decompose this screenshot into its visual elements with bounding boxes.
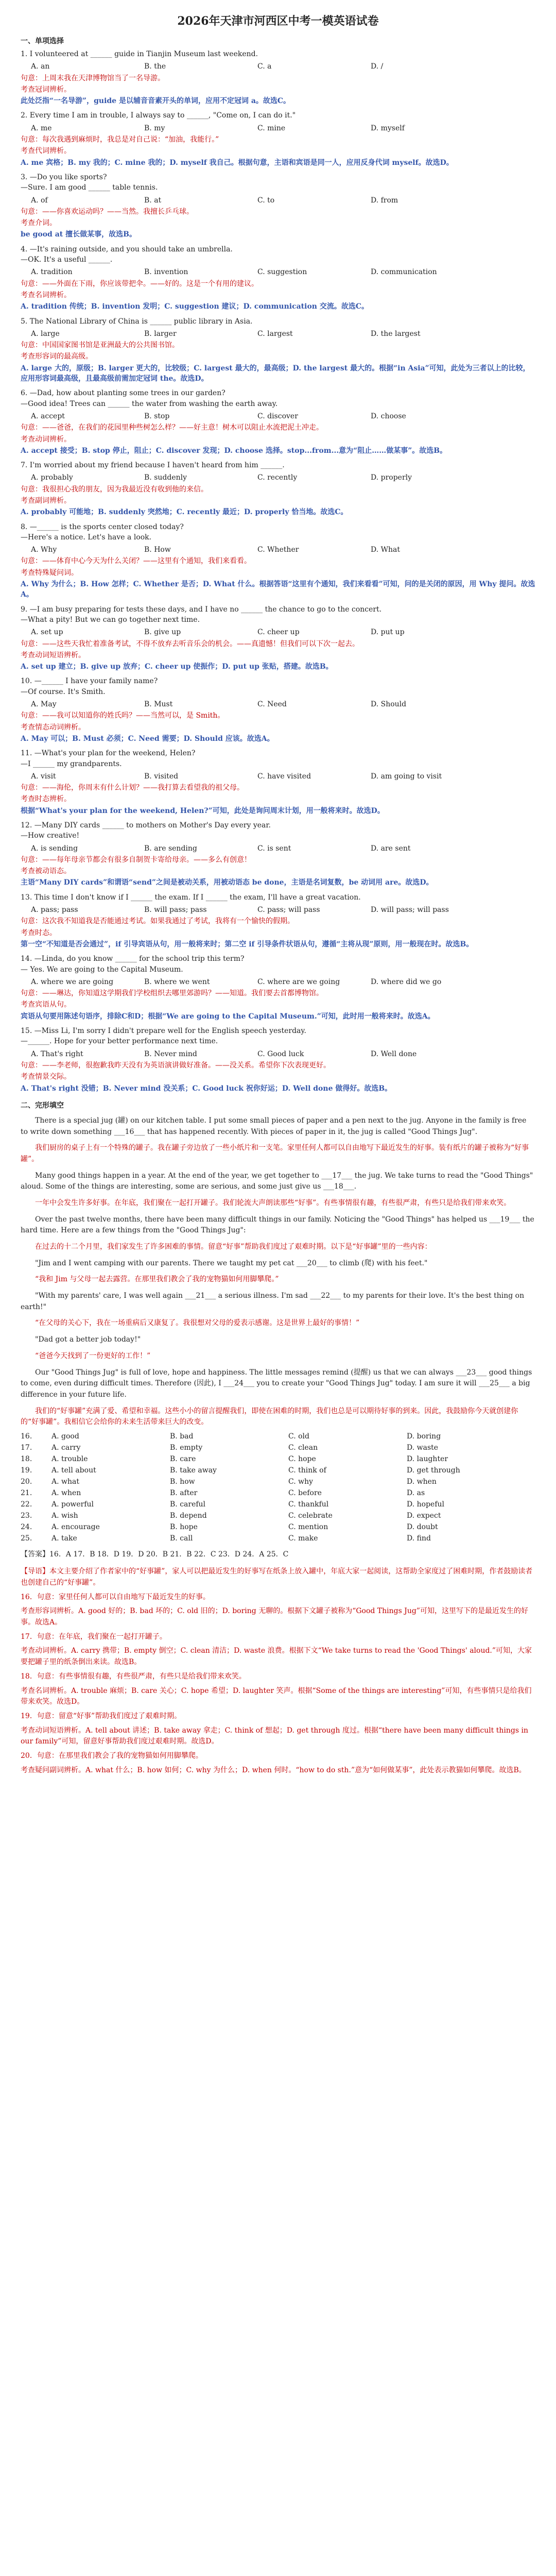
cloze-option-choice: C. make — [288, 1534, 318, 1543]
option-choice: C. Good luck — [257, 1049, 304, 1058]
question-analysis: 考查介词。 — [21, 219, 57, 228]
question-analysis: 考查动词短语辨析。 — [21, 651, 85, 659]
option-row — [31, 472, 535, 483]
cloze-passage-translation: 我们的“好事罐”充满了爱、希望和幸福。这些小小的留言提醒我们，即使在困难的时期，我们也总是可以期待好事的到来。因此，我鼓励你今天就创建你的“好事罐”。我相信它会给你的未来生活带来巨大的改变。 — [21, 1406, 518, 1427]
option-row — [31, 411, 535, 421]
cloze-option-number: 19. — [21, 1466, 32, 1475]
cloze-option-choice: C. think of — [288, 1466, 326, 1475]
cloze-analysis-line: 16．句意：家里任何人都可以自由地写下最近发生的好事。 — [21, 1592, 210, 1601]
question-analysis: 考查特殊疑问词。 — [21, 568, 78, 577]
question-detail: 主语“Many DIY cards”和谓语“send”之间是被动关系，用被动语态 be done，主语是名词复数，be 动词用 are。故选D。 — [21, 878, 433, 887]
question-detail: be good at 擅长做某事，故选B。 — [21, 230, 136, 239]
cloze-analysis-line: 考查名词辨析。A. trouble 麻烦；B. care 关心；C. hope 希望；D. laughter 笑声。根据“Some of the things are interesting”可知，有些事情只是给我们带来欢笑。故选D。 — [21, 1686, 532, 1706]
cloze-option-number: 23. — [21, 1511, 32, 1520]
question-translation: 句意：——这些天我忙着准备考试，不得不放弃去听音乐会的机会。——真遗憾！但我们可以下次一起去。 — [21, 639, 359, 648]
option-choice: C. is sent — [257, 844, 291, 853]
cloze-option-choice: A. carry — [51, 1443, 81, 1452]
cloze-passage-translation: “我和 Jim 与父母一起去露营。在那里我们教会了我的宠物猫如何用脚攀爬。” — [35, 1275, 279, 1284]
cloze-option-choice: B. take away — [170, 1466, 217, 1475]
option-choice: B. where we went — [144, 977, 210, 986]
option-choice: C. cheer up — [257, 628, 300, 637]
cloze-option-choice: D. hopeful — [407, 1500, 444, 1509]
cloze-option-choice: B. care — [170, 1454, 196, 1463]
option-choice: B. Must — [144, 700, 173, 709]
question-analysis: 考查情景交际。 — [21, 1073, 71, 1081]
cloze-option-choice: D. get through — [407, 1466, 460, 1475]
option-row — [31, 627, 535, 637]
question-translation: 句意：上周末我在天津博物馆当了一名导游。 — [21, 74, 165, 82]
question-analysis: 考查被动语态。 — [21, 867, 71, 876]
option-choice: B. give up — [144, 628, 181, 637]
cloze-passage-translation: 在过去的十二个月里，我们家发生了许多困难的事情。留意“好事”帮助我们度过了艰难时期。以下是“好事罐”里的一些内容： — [35, 1243, 432, 1251]
option-choice: D. myself — [371, 124, 405, 132]
question-item — [21, 604, 535, 672]
question-item — [21, 49, 535, 106]
option-row — [31, 699, 535, 709]
option-choice: A. That's right — [31, 1049, 83, 1058]
question-analysis: 考查时态。 — [21, 928, 57, 937]
question-stem: 6. —Dad, how about planting some trees in our garden? —Good idea! Trees can ______ the water from washing the earth away. — [21, 389, 278, 408]
cloze-option-number: 16. — [21, 1432, 32, 1440]
option-choice: B. my — [144, 124, 165, 132]
option-row — [31, 123, 535, 133]
option-choice: D. am going to visit — [371, 772, 442, 781]
cloze-option-choice: C. celebrate — [288, 1511, 333, 1520]
question-translation: 句意：——每年母亲节都会有很多自制贺卡寄给母亲。——多么有创意！ — [21, 855, 251, 864]
option-choice: A. where we are going — [31, 977, 114, 986]
question-stem: 5. The National Library of China is ______ public library in Asia. — [21, 317, 253, 326]
cloze-passage-paragraph: Many good things happen in a year. At the end of the year, we get together to ___17___ the jug. We take turns to read the "Good Things" aloud. Some of the things are interesting, some are serious, and some just give us ___18___. — [21, 1171, 533, 1191]
option-choice: B. larger — [144, 329, 177, 338]
option-choice: D. put up — [371, 628, 405, 637]
option-row — [31, 61, 535, 72]
option-choice: D. Should — [371, 700, 407, 709]
question-analysis: 考查副词辨析。 — [21, 496, 71, 505]
option-choice: B. Never mind — [144, 1049, 197, 1058]
option-choice: C. largest — [257, 329, 293, 338]
question-translation: 句意：我很担心我的朋友，因为我最近没有收到他的来信。 — [21, 485, 208, 494]
cloze-option-choice: C. hope — [288, 1454, 316, 1463]
question-item — [21, 820, 535, 888]
cloze-passage-paragraph: There is a special jug (罐) on our kitchen table. I put some small pieces of paper and a pen next to the jug. Anyone in the family is free to write down something ___16___ that has happened recently. With pieces of paper in it, the jug is called "Good Things Jug". — [21, 1116, 527, 1136]
cloze-option-number: 24. — [21, 1522, 32, 1531]
option-row — [31, 977, 535, 987]
question-analysis: 考查宾语从句。 — [21, 1001, 71, 1009]
option-choice: A. is sending — [31, 844, 78, 853]
cloze-option-choice: B. after — [170, 1488, 198, 1497]
cloze-option-choice: D. expect — [407, 1511, 441, 1520]
question-item — [21, 316, 535, 384]
cloze-option-choice: A. when — [51, 1488, 81, 1497]
option-choice: C. pass; will pass — [257, 906, 320, 914]
cloze-passage-paragraph: "With my parents' care, I was well again ___21___ a serious illness. I'm sad ___22___ to my parents for their love. It's the best thing on earth!" — [21, 1292, 525, 1311]
option-choice: C. Need — [257, 700, 287, 709]
cloze-option-choice: A. tell about — [51, 1466, 96, 1475]
question-stem: 11. —What's your plan for the weekend, Helen? —I ______ my grandparents. — [21, 749, 196, 768]
cloze-option-choice: C. clean — [288, 1443, 318, 1452]
option-choice: A. probably — [31, 473, 73, 482]
cloze-analysis-line: 考查疑问副词辨析。A. what 什么；B. how 如何；C. why 为什么；D. when 何时。“how to do sth.”意为“如何做某事”，此处表示教猫如何攀爬。故选B。 — [21, 1766, 526, 1774]
question-stem: 9. —I am busy preparing for tests these days, and I have no ______ the chance to go to the concert. —What a pity! But we can go together next time. — [21, 605, 382, 624]
question-translation: 句意：——琳达，你知道这学期我们学校组织去哪里郊游吗？——知道。我们要去首都博物馆。 — [21, 989, 323, 998]
question-detail: 宾语从句要用陈述句语序，排除C和D；根据“We are going to the Capital Museum.”可知，此时用一般将来时。故选A。 — [21, 1012, 435, 1021]
cloze-option-choice: A. take — [51, 1534, 77, 1543]
question-stem: 12. —Many DIY cards ______ to mothers on Mother's Day every year. —How creative! — [21, 821, 271, 840]
option-choice: B. are sending — [144, 844, 197, 853]
question-analysis: 考查情态动词辨析。 — [21, 723, 85, 732]
question-item — [21, 460, 535, 517]
option-row — [31, 905, 535, 915]
question-detail: 第一空“不知道是否会通过”，if 引导宾语从句，用一般将来时；第二空 if 引导条件状语从句，遵循“主将从现”原则，用一般现在时。故选B。 — [21, 940, 474, 948]
cloze-option-number: 25. — [21, 1534, 32, 1543]
question-stem: 8. —______ is the sports center closed today? —Here's a notice. Let's have a look. — [21, 522, 184, 541]
option-choice: D. / — [371, 62, 384, 71]
cloze-option-choice: B. call — [170, 1534, 193, 1543]
option-choice: D. the largest — [371, 329, 421, 338]
option-choice: D. communication — [371, 268, 437, 277]
question-analysis: 考查冠词辨析。 — [21, 85, 71, 94]
option-choice: C. a — [257, 62, 272, 71]
cloze-option-choice: A. what — [51, 1477, 79, 1486]
cloze-option-choice: B. careful — [170, 1500, 206, 1509]
cloze-option-choice: D. doubt — [407, 1522, 438, 1531]
cloze-option-choice: A. trouble — [51, 1454, 88, 1463]
cloze-analysis-line: 考查形容词辨析。A. good 好的；B. bad 坏的；C. old 旧的；D. boring 无聊的。根据下文罐子被称为“Good Things Jug”可知，这里写下的是最近发生的好事。故选A。 — [21, 1607, 528, 1627]
question-detail: A. accept 接受；B. stop 停止，阻止；C. discover 发现；D. choose 选择。stop...from...意为“阻止……做某事”。故选B。 — [21, 446, 447, 455]
cloze-option-choice: A. wish — [51, 1511, 78, 1520]
cloze-option-choice: C. mention — [288, 1522, 328, 1531]
option-choice: A. May — [31, 700, 57, 709]
cloze-passage-translation: 一年中会发生许多好事。在年底，我们聚在一起打开罐子。我们轮流大声朗读那些“好事”。有些事情很有趣，有些很严肃，有些只是给我们带来欢笑。 — [35, 1198, 511, 1207]
option-choice: B. suddenly — [144, 473, 187, 482]
option-choice: B. How — [144, 546, 171, 554]
question-detail: A. That's right 没错；B. Never mind 没关系；C. Good luck 祝你好运；D. Well done 做得好。故选B。 — [21, 1084, 392, 1093]
option-choice: A. large — [31, 329, 60, 338]
question-translation: 句意：这次我不知道我是否能通过考试。如果我通过了考试，我将有一个愉快的假期。 — [21, 917, 294, 926]
option-choice: A. set up — [31, 628, 63, 637]
option-choice: C. mine — [257, 124, 286, 132]
option-choice: C. to — [257, 196, 275, 205]
cloze-option-number: 21. — [21, 1488, 32, 1497]
cloze-option-number: 20. — [21, 1477, 32, 1486]
question-item — [21, 676, 535, 744]
option-choice: C. discover — [257, 412, 298, 420]
option-choice: A. visit — [31, 772, 56, 781]
option-choice: A. tradition — [31, 268, 73, 277]
question-analysis: 考查时态辨析。 — [21, 795, 71, 804]
question-stem: 15. —Miss Li, I'm sorry I didn't prepare well for the English speech yesterday. —______. Hope for your better performance next time. — [21, 1027, 306, 1046]
option-choice: A. an — [31, 62, 50, 71]
question-stem: 1. I volunteered at ______ guide in Tianjin Museum last weekend. — [21, 50, 258, 58]
question-detail: A. probably 可能地；B. suddenly 突然地；C. recently 最近；D. properly 恰当地。故选C。 — [21, 508, 348, 517]
question-translation: 句意：——你喜欢运动吗？——当然。我擅长乒乓球。 — [21, 207, 194, 216]
question-analysis: 考查名词辨析。 — [21, 291, 71, 299]
option-choice: D. properly — [371, 473, 412, 482]
option-choice: C. Whether — [257, 546, 299, 554]
question-translation: 句意：——爸爸，在我们的花园里种些树怎么样？——好主意！树木可以阻止水流把泥土冲走。 — [21, 423, 323, 432]
exam-title: 2026年天津市河西区中考一模英语试卷 — [177, 14, 379, 28]
option-choice: C. where are we going — [257, 977, 340, 986]
question-stem: 7. I'm worried about my friend because I haven't heard from him ______. — [21, 461, 285, 470]
cloze-passage-translation: “爸爸今天找到了一份更好的工作！” — [35, 1351, 151, 1360]
question-stem: 14. —Linda, do you know ______ for the school trip this term? — Yes. We are going to the Capital Museum. — [21, 955, 245, 974]
option-choice: C. have visited — [257, 772, 311, 781]
question-translation: 句意：每次我遇到麻烦时，我总是对自己说：“加油，我能行。” — [21, 135, 219, 144]
question-detail: A. me 宾格；B. my 我的；C. mine 我的；D. myself 我自己。根据句意，主语和宾语是同一人，应用反身代词 myself。故选D。 — [21, 158, 454, 167]
question-detail: A. Why 为什么；B. How 怎样；C. Whether 是否；D. What 什么。根据答语“这里有个通知，我们来看看”可知，问的是关闭的原因，用 Why 提问。故选A。 — [21, 580, 535, 599]
cloze-option-choice: D. boring — [407, 1432, 441, 1440]
question-translation: 句意：——体育中心今天为什么关闭？——这里有个通知，我们来看看。 — [21, 557, 251, 566]
question-item — [21, 748, 535, 816]
cloze-option-choice: A. encourage — [51, 1522, 100, 1531]
cloze-analysis-line: 20．句意：在那里我们教会了我的宠物猫如何用脚攀爬。 — [21, 1751, 203, 1760]
question-translation: 句意：——我可以知道你的姓氏吗？——当然可以，是 Smith。 — [21, 711, 225, 720]
question-translation: 句意：——外面在下雨，你应该带把伞。——好的。这是一个有用的建议。 — [21, 279, 258, 288]
question-stem: 10. —______ I have your family name? —Of course. It's Smith. — [21, 677, 158, 696]
cloze-option-choice: C. thankful — [288, 1500, 329, 1509]
option-row — [31, 843, 535, 854]
question-list — [21, 49, 535, 1094]
option-choice: A. me — [31, 124, 52, 132]
cloze-option-choice: B. bad — [170, 1432, 194, 1440]
question-item — [21, 1026, 535, 1094]
option-row — [31, 267, 535, 277]
option-row — [31, 771, 535, 782]
option-choice: B. will pass; pass — [144, 906, 207, 914]
cloze-analysis-line: 19．句意：留意“好事”帮助我们度过了艰难时期。 — [21, 1711, 182, 1720]
question-item — [21, 388, 535, 456]
cloze-option-choice: C. why — [288, 1477, 314, 1486]
option-row — [31, 545, 535, 555]
cloze-option-number: 17. — [21, 1443, 32, 1452]
option-choice: A. accept — [31, 412, 65, 420]
cloze-passage-translation: “在父母的关心下，我在一场重病后又康复了。我很想对父母的爱表示感谢。这是世界上最好的事情！” — [35, 1319, 360, 1328]
option-choice: B. the — [144, 62, 166, 71]
option-row — [31, 329, 535, 339]
question-detail: 此处泛指“一名导游”，guide 是以辅音音素开头的单词，应用不定冠词 a。故选C。 — [21, 97, 291, 106]
option-choice: A. of — [31, 196, 48, 205]
option-choice: C. recently — [257, 473, 298, 482]
cloze-section — [21, 1115, 535, 1776]
option-choice: B. at — [144, 196, 162, 205]
cloze-analysis-line: 考查动词辨析。A. carry 携带；B. empty 倒空；C. clean 清洁；D. waste 浪费。根据下文“We take turns to read the 'Good Things' aloud.”可知，大家要把罐子里的纸条倒出来读。故选B。 — [21, 1647, 532, 1667]
option-choice: D. choose — [371, 412, 406, 420]
cloze-option-choice: A. powerful — [51, 1500, 94, 1509]
option-choice: D. What — [371, 546, 401, 554]
cloze-passage-paragraph: "Jim and I went camping with our parents. There we taught my pet cat ___20___ to climb (爬) with his feet." — [35, 1259, 428, 1267]
question-item — [21, 172, 535, 240]
option-choice: D. are sent — [371, 844, 411, 853]
option-choice: B. stop — [144, 412, 170, 420]
question-detail: A. tradition 传统；B. invention 发明；C. suggestion 建议；D. communication 交流。故选C。 — [21, 302, 369, 311]
question-translation: 句意：——李老师，很抱歉我昨天没有为英语演讲做好准备。——没关系。希望你下次表现更好。 — [21, 1061, 331, 1070]
cloze-option-choice: D. waste — [407, 1443, 439, 1452]
question-stem: 4. —It's raining outside, and you should take an umbrella. —OK. It's a useful ______. — [21, 245, 233, 264]
question-analysis: 考查动词辨析。 — [21, 435, 71, 444]
option-choice: A. pass; pass — [31, 906, 78, 914]
cloze-analysis-line: 【导语】本文主要介绍了作者家中的“好事罐”，家人可以把最近发生的好事写在纸条上放入罐中，年底大家一起阅读，这帮助全家度过了困难时期，作者鼓励读者也创建自己的“好事罐”。 — [21, 1567, 533, 1587]
cloze-analysis-line: 18．句意：有些事情很有趣，有些很严肃，有些只是给我们带来欢笑。 — [21, 1672, 246, 1681]
question-detail: A. large 大的，原级；B. larger 更大的，比较级；C. largest 最大的，最高级；D. the largest 最大的。根据“in Asia”可知，此处为三者以上的比较，应用形容词最高级，且最高级前需加定冠词 the。故选D。 — [21, 364, 530, 383]
section-heading-cloze: 二、完形填空 — [21, 1101, 64, 1110]
cloze-analysis-line: 考查动词短语辨析。A. tell about 讲述；B. take away 拿走；C. think of 想起；D. get through 度过。根据“there have been many difficult things in our family”可知，留意好事帮助我们度过艰难时期。故选D。 — [21, 1726, 528, 1746]
question-detail: A. May 可以；B. Must 必须；C. Need 需要；D. Should 应该。故选A。 — [21, 734, 274, 743]
cloze-passage-paragraph: Over the past twelve months, there have been many difficult things in our family. Noticing the "Good Things" has helped us ___19___ the hard time. Here are a few things from the "Good Things Jug": — [21, 1215, 534, 1235]
cloze-option-choice: C. before — [288, 1488, 322, 1497]
question-detail: A. set up 建立；B. give up 放弃；C. cheer up 使振作；D. put up 张贴，搭建。故选B。 — [21, 663, 333, 671]
question-stem: 13. This time I don't know if I ______ the exam. If I ______ the exam, I'll have a great vacation. — [21, 893, 361, 902]
cloze-option-number: 22. — [21, 1500, 32, 1509]
option-choice: D. will pass; will pass — [371, 906, 449, 914]
cloze-analysis-line: 17．句意：在年底，我们聚在一起打开罐子。 — [21, 1632, 167, 1641]
cloze-option-choice: B. depend — [170, 1511, 207, 1520]
cloze-answers: 【答案】16．A 17．B 18．D 19．D 20．B 21．B 22．C 23．D 24．A 25．C — [21, 1550, 289, 1558]
question-item — [21, 892, 535, 950]
option-choice: A. Why — [31, 546, 57, 554]
option-choice: D. where did we go — [371, 977, 442, 986]
cloze-option-choice: D. as — [407, 1488, 425, 1497]
cloze-option-grid — [21, 1432, 535, 1543]
cloze-option-choice: B. empty — [170, 1443, 203, 1452]
question-item — [21, 244, 535, 312]
cloze-option-choice: D. laughter — [407, 1454, 448, 1463]
cloze-passage-translation: 我们厨房的桌子上有一个特殊的罐子。我在罐子旁边放了一些小纸片和一支笔。家里任何人都可以自由地写下最近发生的好事。装有纸片的罐子被称为“好事罐”。 — [21, 1144, 529, 1163]
question-stem: 3. —Do you like sports? —Sure. I am good ______ table tennis. — [21, 173, 158, 192]
option-choice: D. Well done — [371, 1049, 417, 1058]
cloze-option-choice: D. find — [407, 1534, 431, 1543]
question-item — [21, 110, 535, 167]
cloze-option-number: 18. — [21, 1454, 32, 1463]
option-row — [31, 1049, 535, 1059]
option-choice: B. visited — [144, 772, 179, 781]
question-item — [21, 954, 535, 1022]
option-choice: D. from — [371, 196, 398, 205]
question-item — [21, 522, 535, 600]
cloze-option-choice: A. good — [51, 1432, 79, 1440]
option-choice: C. suggestion — [257, 268, 307, 277]
cloze-option-choice: D. when — [407, 1477, 437, 1486]
cloze-passage-paragraph: "Dad got a better job today!" — [35, 1335, 141, 1344]
cloze-option-choice: B. hope — [170, 1522, 198, 1531]
option-choice: B. invention — [144, 268, 188, 277]
question-translation: 句意：——海伦，你周末有什么计划？——我打算去看望我的祖父母。 — [21, 784, 244, 792]
section-heading-single-choice: 一、单项选择 — [21, 37, 64, 45]
option-row — [31, 195, 535, 206]
question-detail: 根据“What's your plan for the weekend, Helen?”可知，此处是询问周末计划，用一般将来时。故选D。 — [21, 806, 385, 815]
question-translation: 句意：中国国家图书馆是亚洲最大的公共图书馆。 — [21, 341, 179, 350]
question-analysis: 考查代词辨析。 — [21, 147, 71, 156]
question-analysis: 考查形容词的最高级。 — [21, 352, 93, 361]
cloze-option-choice: B. how — [170, 1477, 195, 1486]
cloze-passage-paragraph: Our "Good Things Jug" is full of love, hope and happiness. The little messages remind (提醒) us that we can always ___23___ good things to come, even during difficult times. Therefore (因此), I ___24___ you to create your "Good Things Jug" today. I am sure it will ___25___ a big difference in your future life. — [21, 1368, 532, 1399]
cloze-option-choice: C. old — [288, 1432, 309, 1440]
question-stem: 2. Every time I am in trouble, I always say to ______, "Come on, I can do it." — [21, 111, 296, 120]
